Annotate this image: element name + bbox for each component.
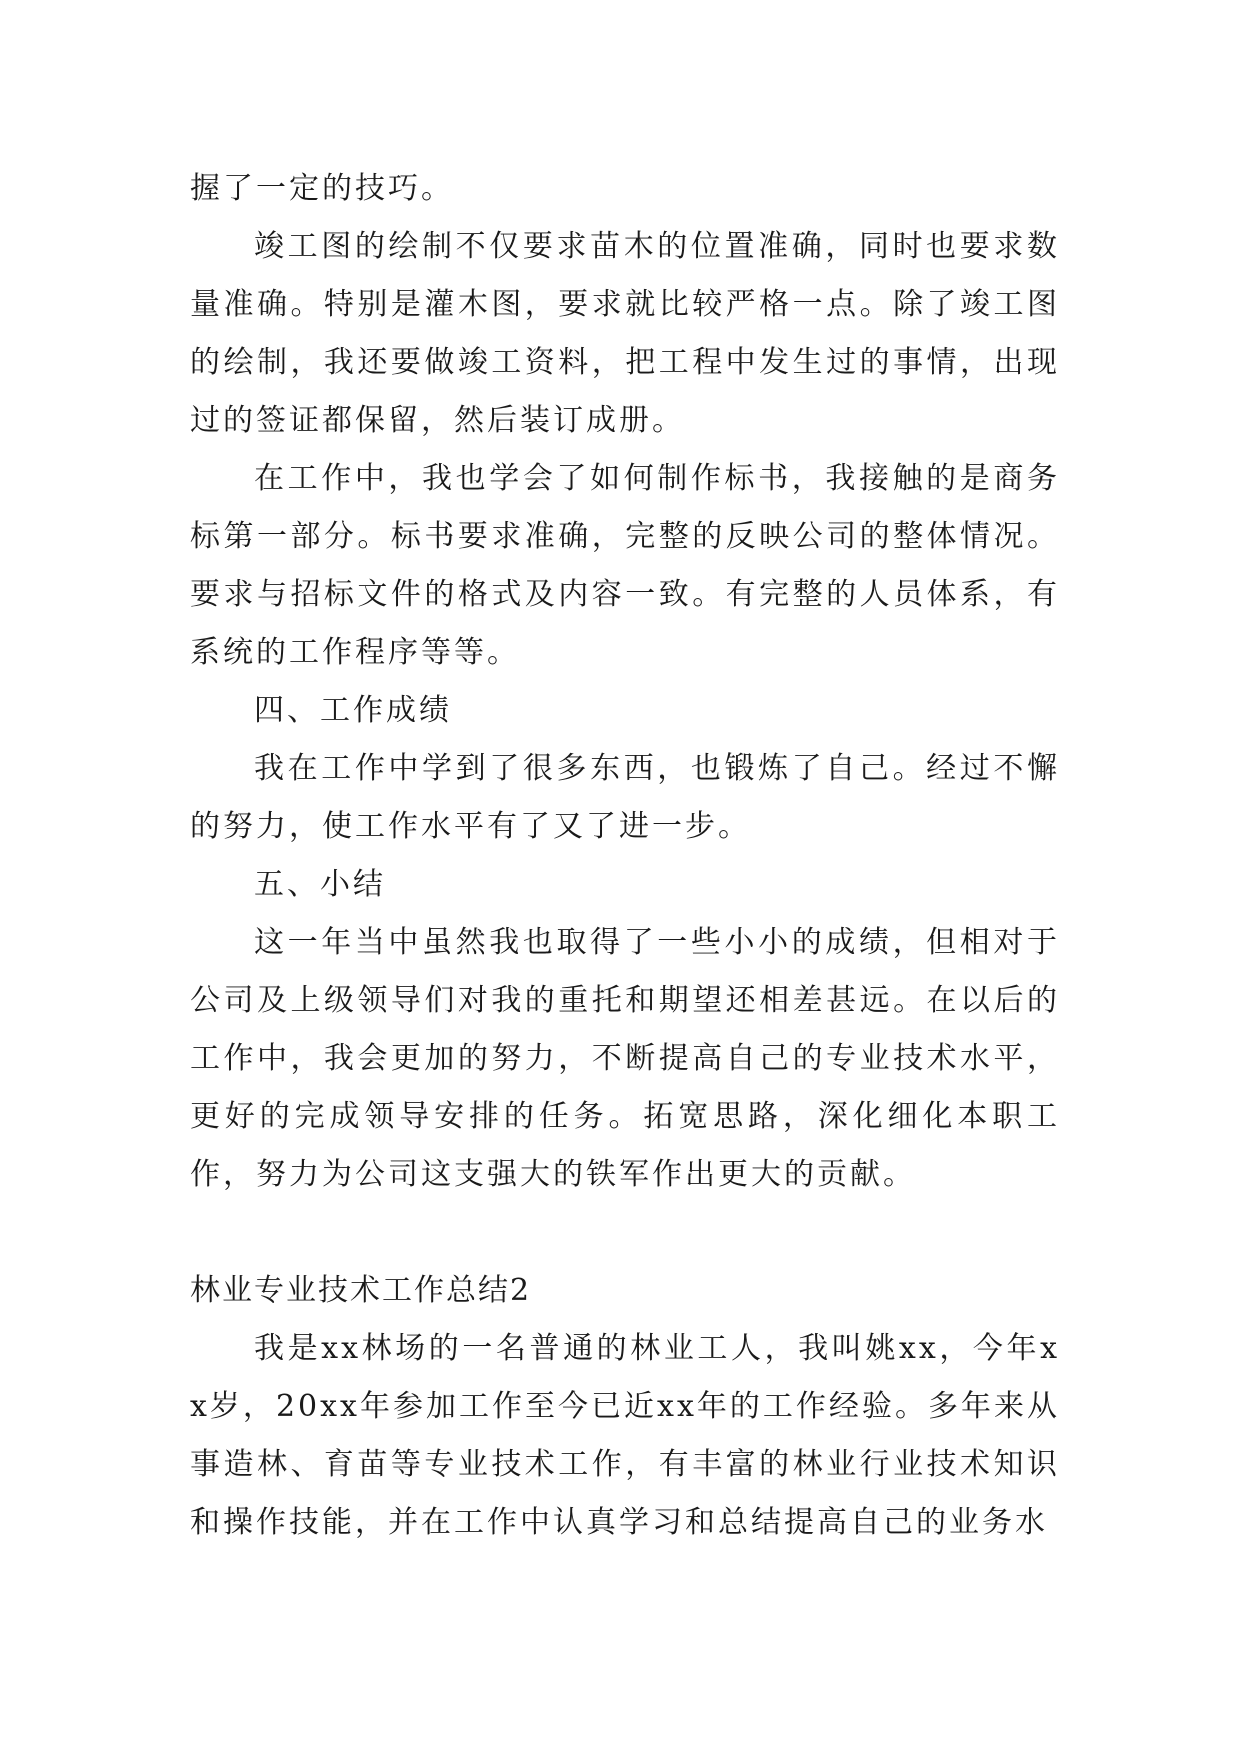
paragraph-2: 竣工图的绘制不仅要求苗木的位置准确，同时也要求数量准确。特别是灌木图，要求就比较严格一点。除了竣工图的绘制，我还要做竣工资料，把工程中发生过的事情，出现过的签证都保留，然后装订成册。	[190, 229, 1060, 438]
paragraph-6: 我是xx林场的一名普通的林业工人，我叫姚xx，今年xx岁，20xx年参加工作至今已近xx年的工作经验。多年来从事造林、育苗等专业技术工作，有丰富的林业行业技术知识和操作技能，并在工作中认真学习和总结提高自己的业务水	[190, 1331, 1060, 1540]
section-spacer	[190, 1204, 1060, 1262]
paragraph-3: 在工作中，我也学会了如何制作标书，我接触的是商务标第一部分。标书要求准确，完整的反映公司的整体情况。要求与招标文件的格式及内容一致。有完整的人员体系，有系统的工作程序等等。	[190, 461, 1060, 670]
document-body	[190, 160, 1060, 1552]
paragraph-1: 握了一定的技巧。	[190, 171, 454, 206]
paragraph-5: 这一年当中虽然我也取得了一些小小的成绩，但相对于公司及上级领导们对我的重托和期望还相差甚远。在以后的工作中，我会更加的努力，不断提高自己的专业技术水平，更好的完成领导安排的任务。拓宽思路，深化细化本职工作，努力为公司这支强大的铁军作出更大的贡献。	[190, 925, 1060, 1192]
heading-summary: 五、小结	[254, 867, 386, 902]
section-title: 林业专业技术工作总结2	[190, 1273, 532, 1308]
heading-work-results: 四、工作成绩	[254, 693, 452, 728]
paragraph-4: 我在工作中学到了很多东西，也锻炼了自己。经过不懈的努力，使工作水平有了又了进一步。	[190, 751, 1060, 844]
